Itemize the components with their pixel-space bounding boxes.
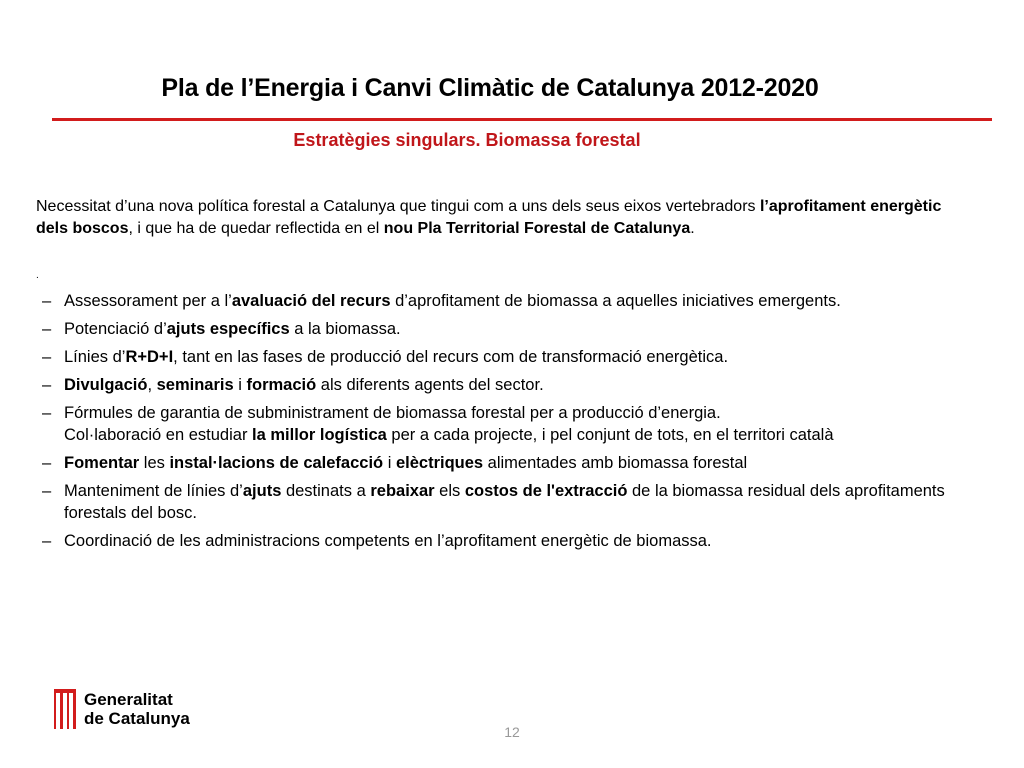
bullet-dash: – — [42, 320, 52, 338]
list-item — [36, 346, 986, 368]
page-subtitle: Estratègies singulars. Biomassa forestal — [293, 130, 641, 150]
text-segment: i — [233, 376, 247, 394]
logo-line-1: Generalitat — [84, 690, 173, 709]
bold-phrase: rebaixar — [370, 482, 435, 500]
text-segment: als diferents agents del sector. — [316, 376, 544, 394]
text-segment: Línies d’ — [64, 348, 126, 366]
list-item — [36, 452, 986, 474]
bullet-dash: – — [42, 404, 52, 422]
bullet-dash: – — [42, 454, 52, 472]
text-segment: Fórmules de garantia de subministrament de biomassa forestal per a producció d’energia. — [64, 404, 721, 422]
list-item — [36, 318, 986, 340]
logo-text — [84, 690, 190, 728]
text-segment: d’aprofitament de biomassa a aquelles iniciatives emergents. — [390, 292, 841, 310]
page-number: 12 — [504, 724, 520, 740]
intro-text-2: , i que ha de quedar reflectida en el — [128, 220, 384, 237]
logo-line-2: de Catalunya — [84, 709, 190, 728]
bold-phrase: ajuts — [242, 482, 282, 500]
text-segment: alimentades amb biomassa forestal — [483, 454, 748, 472]
bullet-dash: – — [42, 348, 52, 366]
text-segment: Assessorament per a l’ — [64, 292, 232, 310]
bold-phrase: instal·lacions de calefacció — [169, 454, 384, 472]
bold-phrase: elèctriques — [395, 454, 484, 472]
bold-phrase: avaluació del recurs — [231, 292, 391, 310]
text-segment: destinats a — [281, 482, 371, 500]
list-item — [36, 480, 986, 524]
trailing-dot: . — [36, 270, 39, 281]
page-title: Pla de l’Energia i Canvi Climàtic de Catalunya 2012-2020 — [161, 74, 819, 102]
bold-phrase: Divulgació — [64, 376, 148, 394]
bold-phrase: formació — [246, 376, 317, 394]
text-segment: i — [383, 454, 396, 472]
bullet-dash: – — [42, 532, 52, 550]
intro-bold-2: nou Pla Territorial Forestal de Catalunya — [383, 220, 691, 237]
list-item — [36, 530, 986, 552]
list-item — [36, 290, 986, 312]
intro-bold-1: l’aprofitament energètic dels boscos — [36, 198, 942, 237]
bold-phrase: la millor logística — [252, 426, 387, 444]
text-segment: de la biomassa residual dels aprofitaments forestals del bosc. — [64, 482, 945, 522]
text-segment: , tant en las fases de producció del recurs com de transformació energètica. — [173, 348, 729, 366]
list-item — [36, 374, 986, 396]
text-segment: , — [147, 376, 157, 394]
senyera-icon — [54, 689, 76, 729]
list-item — [36, 402, 986, 446]
text-segment: Manteniment de línies d’ — [64, 482, 243, 500]
bold-phrase: ajuts específics — [166, 320, 290, 338]
text-segment: Potenciació d’ — [64, 320, 167, 338]
intro-paragraph — [36, 196, 976, 240]
title-rule — [52, 118, 992, 121]
bold-phrase: costos de l'extracció — [464, 482, 628, 500]
bold-phrase: seminaris — [156, 376, 234, 394]
text-segment: Coordinació de les administracions competents en l’aprofitament energètic de biomassa. — [64, 532, 712, 550]
bold-phrase: Fomentar — [64, 454, 140, 472]
text-segment: els — [434, 482, 465, 500]
bold-phrase: R+D+I — [125, 348, 174, 366]
generalitat-logo — [54, 689, 190, 729]
bullet-dash: – — [42, 376, 52, 394]
text-segment: Col·laboració en estudiar — [64, 426, 253, 444]
strategy-list — [36, 290, 986, 558]
bullet-dash: – — [42, 292, 52, 310]
intro-text-1: Necessitat d’una nova política forestal a Catalunya que tingui com a uns dels seus eixos vertebradors — [36, 198, 760, 215]
bullet-dash: – — [42, 482, 52, 500]
text-segment: per a cada projecte, i pel conjunt de tots, en el territori català — [386, 426, 834, 444]
text-segment: a la biomassa. — [289, 320, 401, 338]
text-segment: les — [139, 454, 170, 472]
intro-text-3: . — [690, 220, 695, 237]
